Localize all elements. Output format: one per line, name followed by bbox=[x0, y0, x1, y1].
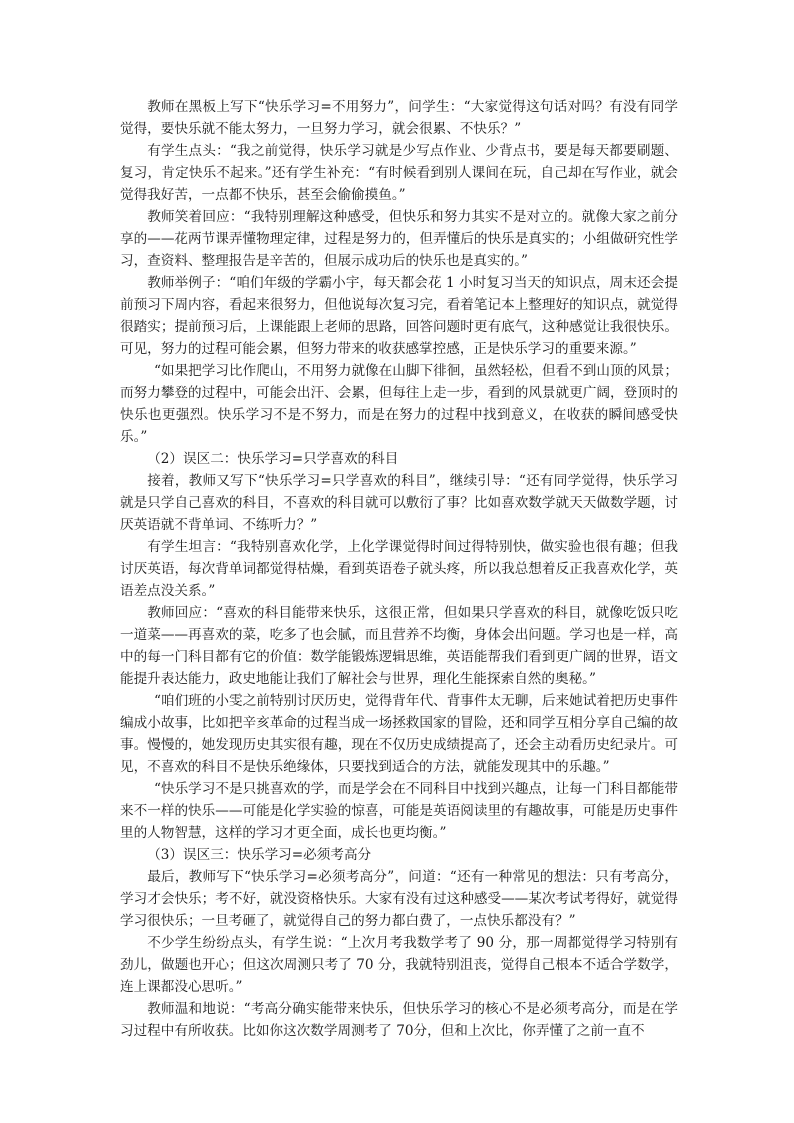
paragraph-3: 教师笑着回应：“我特别理解这种感受，但快乐和努力其实不是对立的。就像大家之前分享的——花两节课弄懂物理定律，过程是努力的，但弄懂后的快乐是真实的；小组做研究性学习，查资料、整理报告是辛苦的，但展示成功后的快乐也是真实的。” bbox=[120, 209, 678, 269]
paragraph-2: 有学生点头：“我之前觉得，快乐学习就是少写点作业、少背点书，要是每天都要刷题、复习，肯定快乐不起来。”还有学生补充：“有时候看到别人课间在玩，自己却在写作业，就会觉得我好苦，一点都不快乐，甚至会偷偷摸鱼。” bbox=[120, 143, 678, 203]
paragraph-4: 教师举例子：“咱们年级的学霸小宇，每天都会花 1 小时复习当天的知识点，周末还会提前预习下周内容，看起来很努力，但他说每次复习完，看着笔记本上整理好的知识点，就觉得很踏实；提前预习后，上课能跟上老师的思路，回答问题时更有底气，这种感觉让我很快乐。可见，努力的过程可能会累，但努力带来的收获感掌控感，正是快乐学习的重要来源。” bbox=[120, 275, 678, 357]
document-page bbox=[120, 96, 678, 1042]
section-heading-3: （3）误区三：快乐学习=必须考高分 bbox=[147, 847, 372, 863]
paragraph-6: 接着，教师又写下“快乐学习=只学喜欢的科目”，继续引导：“还有同学觉得，快乐学习就是只学自己喜欢的科目，不喜欢的科目就可以敷衍了事？比如喜欢数学就天天做数学题，讨厌英语就不背单词、不练听力？” bbox=[120, 473, 678, 533]
paragraph-5: “如果把学习比作爬山，不用努力就像在山脚下徘徊，虽然轻松，但看不到山顶的风景；而努力攀登的过程中，可能会出汗、会累，但每往上走一步，看到的风景就更广阔，登顶时的快乐也更强烈。快乐学习不是不努力，而是在努力的过程中找到意义，在收获的瞬间感受快乐。” bbox=[120, 363, 678, 445]
paragraph-7: 有学生坦言：“我特别喜欢化学，上化学课觉得时间过得特别快，做实验也很有趣；但我讨厌英语，每次背单词都觉得枯燥，看到英语卷子就头疼，所以我总想着反正我喜欢化学，英语差点没关系。” bbox=[120, 539, 678, 599]
paragraph-13: 教师温和地说：“考高分确实能带来快乐，但快乐学习的核心不是必须考高分，而是在学习过程中有所收获。比如你这次数学周测考了 70分，但和上次比，你弄懂了之前一直不 bbox=[120, 1001, 678, 1039]
paragraph-11: 最后，教师写下“快乐学习=必须考高分”，问道：“还有一种常见的想法：只有考高分，学习才会快乐；考不好，就没资格快乐。大家有没有过这种感受——某次考试考得好，就觉得学习很快乐；一旦考砸了，就觉得自己的努力都白费了，一点快乐都没有？” bbox=[120, 869, 678, 929]
paragraph-10: “快乐学习不是只挑喜欢的学，而是学会在不同科目中找到兴趣点，让每一门科目都能带来不一样的快乐——可能是化学实验的惊喜，可能是英语阅读里的有趣故事，可能是历史事件里的人物智慧，这样的学习才更全面，成长也更均衡。” bbox=[120, 781, 678, 841]
section-heading-2: （2）误区二：快乐学习=只学喜欢的科目 bbox=[147, 451, 399, 467]
paragraph-9: “咱们班的小雯之前特别讨厌历史，觉得背年代、背事件太无聊，后来她试着把历史事件编成小故事，比如把辛亥革命的过程当成一场拯救国家的冒险，还和同学互相分享自己编的故事。慢慢的，她发现历史其实很有趣，现在不仅历史成绩提高了，还会主动看历史纪录片。可见，不喜欢的科目不是快乐绝缘体，只要找到适合的方法，就能发现其中的乐趣。” bbox=[120, 693, 678, 775]
paragraph-1: 教师在黑板上写下“快乐学习=不用努力”，问学生：“大家觉得这句话对吗？有没有同学觉得，要快乐就不能太努力，一旦努力学习，就会很累、不快乐？” bbox=[120, 99, 678, 137]
paragraph-8: 教师回应：“喜欢的科目能带来快乐，这很正常，但如果只学喜欢的科目，就像吃饭只吃一道菜——再喜欢的菜，吃多了也会腻，而且营养不均衡，身体会出问题。学习也是一样，高中的每一门科目都有它的价值：数学能锻炼逻辑思维，英语能帮我们看到更广阔的世界，语文能提升表达能力，政史地能让我们了解社会与世界，理化生能探索自然的奥秘。” bbox=[120, 605, 678, 687]
paragraph-12: 不少学生纷纷点头，有学生说：“上次月考我数学考了 90 分，那一周都觉得学习特别有劲儿，做题也开心；但这次周测只考了 70 分，我就特别沮丧，觉得自己根本不适合学数学，连上课都没心思听。” bbox=[120, 935, 678, 995]
